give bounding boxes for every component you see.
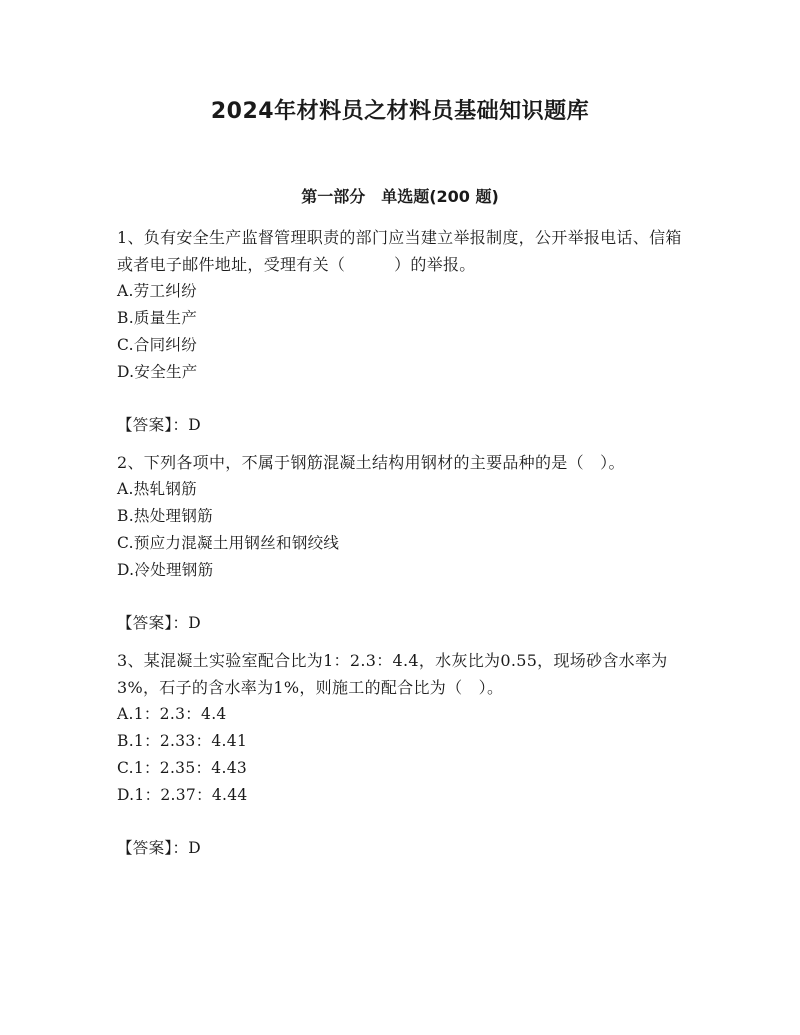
option-list: [117, 278, 687, 386]
option-d: D.冷处理钢筋: [117, 561, 214, 579]
option-c: C.1：2.35：4.43: [117, 759, 248, 777]
question-item: [117, 449, 687, 637]
option-a: A.劳工纠纷: [117, 282, 197, 300]
question-stem: 3、某混凝土实验室配合比为1：2.3：4.4，水灰比为0.55，现场砂含水率为3%，石子的含水率为1%，则施工的配合比为（ ）。: [117, 651, 668, 697]
option-b: B.热处理钢筋: [117, 507, 213, 525]
option-list: [117, 476, 687, 584]
question-item: [117, 224, 687, 439]
option-c: C.预应力混凝土用钢丝和钢绞线: [117, 534, 340, 552]
question-stem: 1、负有安全生产监督管理职责的部门应当建立举报制度，公开举报电话、信箱或者电子邮件地址，受理有关（ ）的举报。: [117, 228, 682, 274]
option-a: A.热轧钢筋: [117, 480, 197, 498]
question-list: [117, 224, 687, 872]
answer-line: 【答案】：D: [117, 839, 201, 857]
question-item: [117, 647, 687, 862]
option-b: B.质量生产: [117, 309, 198, 327]
option-list: [117, 701, 687, 809]
option-a: A.1：2.3：4.4: [117, 705, 227, 723]
section-title: 第一部分 单选题(200 题): [301, 187, 499, 206]
document-title: 2024年材料员之材料员基础知识题库: [210, 99, 590, 124]
answer-line: 【答案】：D: [117, 614, 201, 632]
option-c: C.合同纠纷: [117, 336, 198, 354]
option-d: D.1：2.37：4.44: [117, 786, 248, 804]
question-stem: 2、下列各项中，不属于钢筋混凝土结构用钢材的主要品种的是（ ）。: [117, 453, 625, 472]
option-d: D.安全生产: [117, 363, 198, 381]
answer-line: 【答案】：D: [117, 416, 201, 434]
option-b: B.1：2.33：4.41: [117, 732, 248, 750]
